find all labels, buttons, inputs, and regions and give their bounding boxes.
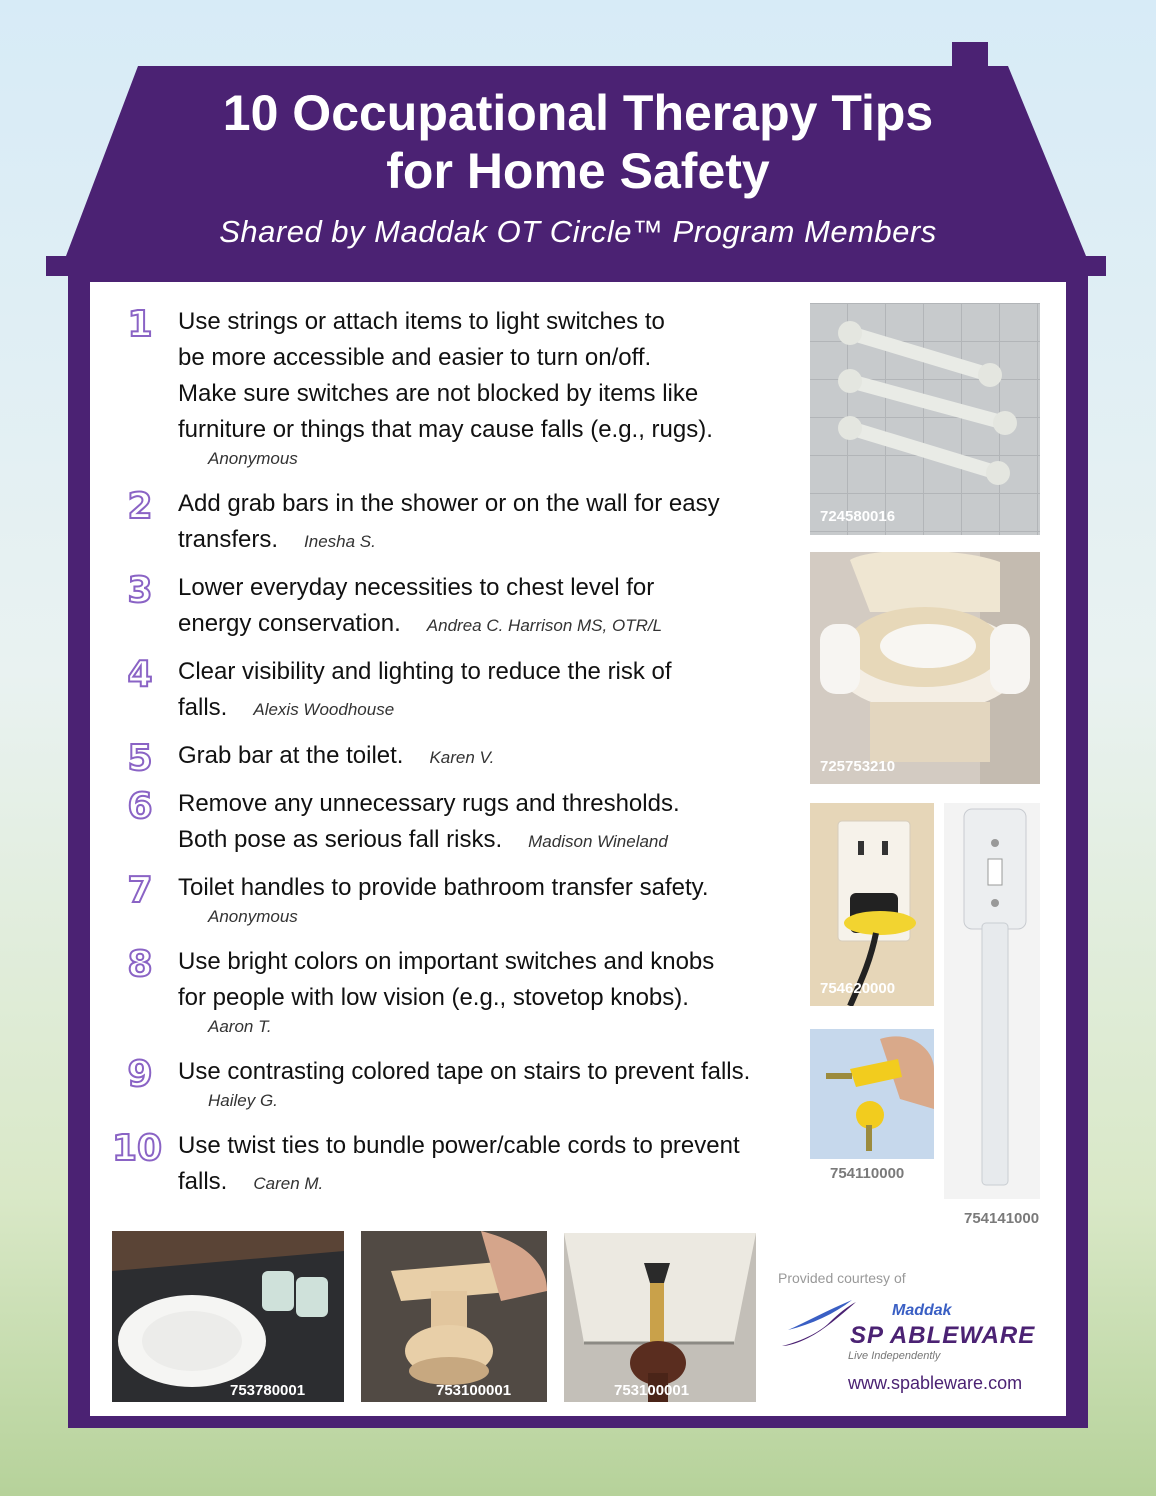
tip-6-author: Madison Wineland [528, 832, 668, 851]
tip-number-1: 1 [127, 304, 153, 345]
tip-6-line: Both pose as serious fall risks. [178, 826, 503, 853]
tip-2-author: Inesha S. [304, 532, 376, 551]
tip-10-line: Use twist ties to bundle power/cable cords to prevent [178, 1132, 740, 1159]
brand-tagline: Live Independently [848, 1350, 941, 1362]
tip-10-line: falls. [178, 1168, 228, 1195]
tip-number-10: 10 [111, 1128, 163, 1169]
page-subtitle: Shared by Maddak OT Circle™ Program Members [219, 214, 937, 249]
tip-1-line: Use strings or attach items to light switches to [178, 308, 665, 335]
toilet-seat-photo [810, 552, 1040, 784]
tip-number-9: 9 [127, 1054, 153, 1095]
lamp-switch-photo [564, 1233, 756, 1402]
tip-8-line: for people with low vision (e.g., stovetop knobs). [178, 984, 689, 1011]
key-holder-photo [810, 1029, 934, 1159]
tip-10 [178, 1128, 798, 1202]
ableware-logo-swoosh [778, 1296, 858, 1352]
code-toilet-seat: 725753210 [820, 758, 896, 775]
title-line-1: 10 Occupational Therapy Tips [222, 85, 934, 141]
tip-number-2: 2 [127, 486, 153, 527]
tip-8-author: Aaron T. [208, 1017, 272, 1036]
tip-9 [178, 1054, 803, 1112]
tip-5-author: Karen V. [429, 748, 495, 767]
website-link[interactable]: www.spableware.com [848, 1373, 1023, 1393]
tip-3-line: Lower everyday necessities to chest level for [178, 574, 655, 601]
code-lamp-switch: 753100001 [614, 1382, 690, 1399]
tip-1 [178, 304, 798, 470]
tip-4-line: Clear visibility and lighting to reduce the risk of [178, 658, 672, 685]
tip-2 [178, 486, 798, 560]
code-outlet-plug: 754620000 [820, 980, 896, 997]
brand-name: SP ABLEWARE [850, 1322, 1036, 1349]
dycem-mat-photo [112, 1231, 344, 1402]
tip-9-author: Hailey G. [208, 1091, 278, 1110]
tip-7-author: Anonymous [208, 907, 298, 926]
tip-7 [178, 870, 798, 928]
tip-7-line: Toilet handles to provide bathroom transfer safety. [178, 874, 709, 901]
code-key-holder: 754110000 [830, 1165, 905, 1182]
tip-3 [178, 570, 798, 644]
tip-1-author: Anonymous [208, 449, 298, 468]
knob-turner-photo [361, 1231, 547, 1402]
brand-maddak: Maddak [892, 1302, 952, 1319]
tip-number-6: 6 [127, 786, 153, 827]
code-grab-bars: 724580016 [820, 508, 896, 525]
tip-4 [178, 654, 798, 728]
chimney [952, 42, 988, 72]
tip-3-line: energy conservation. [178, 610, 401, 637]
tip-5 [178, 738, 798, 776]
tip-1-line: Make sure switches are not blocked by items like [178, 380, 699, 407]
tip-number-7: 7 [127, 870, 153, 911]
code-knob-turner: 753100001 [436, 1382, 512, 1399]
title-line-2: for Home Safety [386, 143, 770, 199]
tip-9-line: Use contrasting colored tape on stairs to prevent falls. [178, 1058, 751, 1085]
page-title [120, 84, 1036, 200]
tip-4-line: falls. [178, 694, 228, 721]
tip-2-line: transfers. [178, 526, 279, 553]
courtesy-text: Provided courtesy of [778, 1270, 906, 1286]
code-switch-extender: 754141000 [964, 1210, 1040, 1227]
grab-bars-photo [810, 303, 1040, 535]
tip-5-line: Grab bar at the toilet. [178, 742, 404, 769]
tip-1-line: furniture or things that may cause falls (e.g., rugs). [178, 416, 713, 443]
tip-number-4: 4 [127, 654, 153, 695]
tip-8 [178, 944, 798, 1038]
tip-2-line: Add grab bars in the shower or on the wall for easy [178, 490, 720, 517]
tip-1-line: be more accessible and easier to turn on/off. [178, 344, 652, 371]
tip-number-3: 3 [127, 570, 153, 611]
tip-6 [178, 786, 798, 860]
code-dycem-mat: 753780001 [230, 1382, 306, 1399]
tip-10-author: Caren M. [253, 1174, 324, 1193]
tip-8-line: Use bright colors on important switches and knobs [178, 948, 715, 975]
tip-6-line: Remove any unnecessary rugs and thresholds. [178, 790, 680, 817]
switch-extender-photo [944, 803, 1040, 1199]
tip-number-5: 5 [127, 738, 153, 779]
outlet-plug-photo [810, 803, 934, 1006]
tip-4-author: Alexis Woodhouse [253, 700, 395, 719]
tip-3-author: Andrea C. Harrison MS, OTR/L [426, 616, 663, 635]
tip-number-8: 8 [127, 944, 153, 985]
